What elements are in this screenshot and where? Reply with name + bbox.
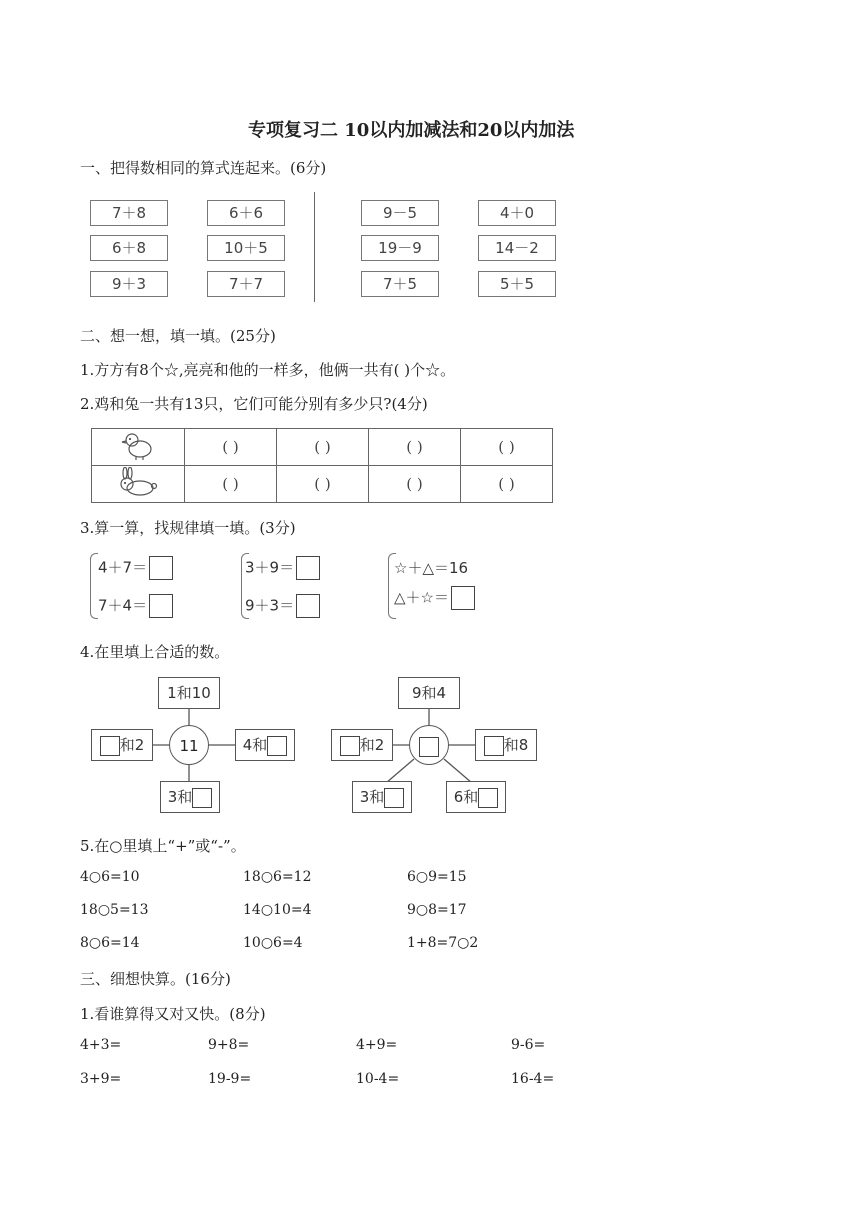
number-box-right [475, 729, 537, 761]
pair-prefix: 6和 [453, 788, 479, 806]
blank-cell[interactable]: ( ) [185, 429, 277, 466]
fill-operator-equation[interactable]: 14○10=4 [243, 902, 312, 918]
expr-box[interactable]: 4＋0 [478, 200, 556, 226]
answer-box[interactable] [484, 736, 504, 756]
blank-cell[interactable]: ( ) [369, 466, 461, 503]
number-box-left [331, 729, 393, 761]
fill-operator-equation[interactable]: 6○9=15 [407, 869, 467, 885]
fill-operator-equation[interactable]: 9○8=17 [407, 902, 467, 918]
answer-box[interactable] [267, 736, 287, 756]
number-box-bottom-right [446, 781, 506, 813]
section2-heading: 二、想一想，填一填。(25分) [80, 327, 276, 345]
equation-text: △＋☆＝ [394, 588, 449, 607]
pair-suffix: 和8 [503, 736, 529, 754]
answer-box[interactable] [340, 736, 360, 756]
equation-text: 7＋4＝ [98, 596, 148, 615]
expr-box[interactable]: 7＋8 [90, 200, 168, 226]
calc-item[interactable]: 16-4= [511, 1071, 555, 1087]
question-4: 4.在里填上合适的数。 [80, 643, 230, 661]
pair-suffix: 和2 [119, 736, 145, 754]
page-title: 专项复习二 10以内加减法和20以内加法 [248, 120, 575, 141]
equation-text: 4＋7＝ [98, 558, 148, 577]
equation-text: 9＋3＝ [245, 596, 295, 615]
calc-item[interactable]: 9+8= [208, 1037, 250, 1053]
number-box-top: 1和10 [158, 677, 220, 709]
expr-box[interactable]: 6＋6 [207, 200, 285, 226]
fill-operator-equation[interactable]: 1+8=7○2 [407, 935, 479, 951]
number-box-bottom-left [352, 781, 412, 813]
pair-prefix: 3和 [359, 788, 385, 806]
center-circle: 11 [169, 725, 209, 765]
expr-box[interactable]: 7＋5 [361, 271, 439, 297]
section3-heading: 三、细想快算。(16分) [80, 970, 231, 988]
pair-prefix: 3和 [167, 788, 193, 806]
fill-operator-equation[interactable]: 18○5=13 [80, 902, 149, 918]
calc-item[interactable]: 3+9= [80, 1071, 122, 1087]
answer-box[interactable] [384, 788, 404, 808]
expr-box[interactable]: 6＋8 [90, 235, 168, 261]
answer-box[interactable] [192, 788, 212, 808]
pair-prefix: 4和 [242, 736, 268, 754]
blank-cell[interactable]: ( ) [369, 429, 461, 466]
question-3: 3.算一算，找规律填一填。(3分) [80, 519, 296, 537]
expr-box[interactable]: 7＋7 [207, 271, 285, 297]
calc-item[interactable]: 9-6= [511, 1037, 546, 1053]
expr-box[interactable]: 9＋3 [90, 271, 168, 297]
blank-cell[interactable]: ( ) [185, 466, 277, 503]
question-1: 1.方方有8个☆,亮亮和他的一样多，他俩一共有( )个☆。 [80, 361, 456, 379]
equation-text: ☆＋△＝16 [394, 559, 469, 577]
calc-item[interactable]: 19-9= [208, 1071, 252, 1087]
blank-cell[interactable]: ( ) [277, 429, 369, 466]
section1-heading: 一、把得数相同的算式连起来。(6分) [80, 159, 327, 177]
blank-cell[interactable]: ( ) [461, 466, 553, 503]
equation-text: 3＋9＝ [245, 558, 295, 577]
question-2: 2.鸡和兔一共有13只，它们可能分别有多少只?(4分) [80, 395, 428, 413]
fill-operator-equation[interactable]: 10○6=4 [243, 935, 303, 951]
number-box-left [91, 729, 153, 761]
answer-box[interactable] [419, 737, 439, 757]
fill-operator-equation[interactable]: 4○6=10 [80, 869, 140, 885]
number-box-top: 9和4 [398, 677, 460, 709]
fill-operator-equation[interactable]: 8○6=14 [80, 935, 140, 951]
number-box-right [235, 729, 295, 761]
calc-item[interactable]: 10-4= [356, 1071, 400, 1087]
section3-question-1: 1.看谁算得又对又快。(8分) [80, 1005, 266, 1023]
expr-box[interactable]: 14－2 [478, 235, 556, 261]
center-circle [409, 725, 449, 765]
blank-cell[interactable]: ( ) [461, 429, 553, 466]
answer-box[interactable] [478, 788, 498, 808]
question-5: 5.在○里填上“+”或“-”。 [80, 837, 246, 855]
blank-cell[interactable]: ( ) [277, 466, 369, 503]
calc-item[interactable]: 4+3= [80, 1037, 122, 1053]
expr-box[interactable]: 9－5 [361, 200, 439, 226]
pair-suffix: 和2 [359, 736, 385, 754]
number-box-bottom [160, 781, 220, 813]
calc-item[interactable]: 4+9= [356, 1037, 398, 1053]
fill-operator-equation[interactable]: 18○6=12 [243, 869, 312, 885]
expr-box[interactable]: 19－9 [361, 235, 439, 261]
expr-box[interactable]: 10＋5 [207, 235, 285, 261]
answer-box[interactable] [100, 736, 120, 756]
expr-box[interactable]: 5＋5 [478, 271, 556, 297]
